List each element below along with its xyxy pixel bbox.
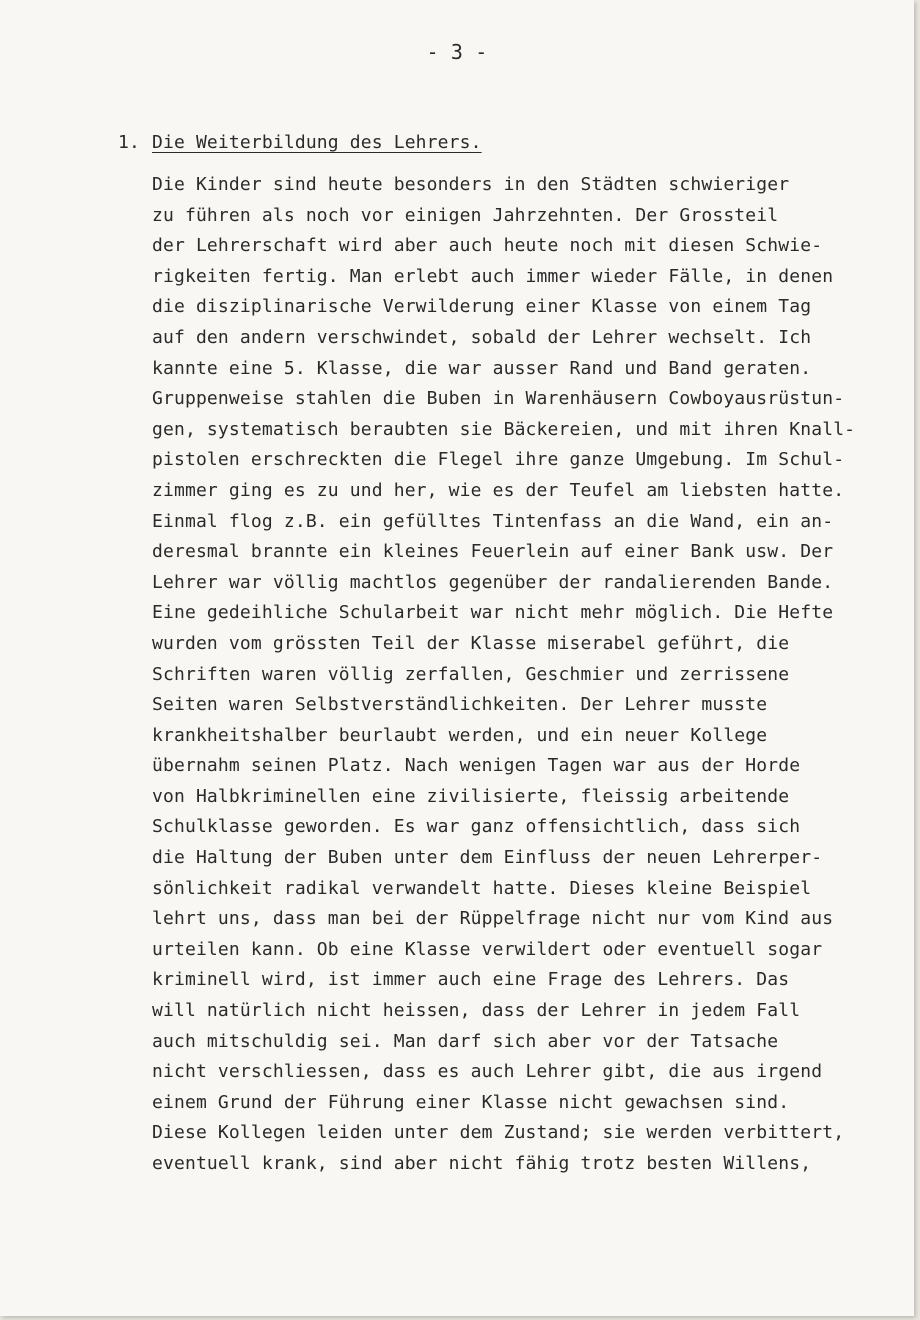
text-line: der Lehrerschaft wird aber auch heute noch mit diesen Schwie- <box>152 235 823 257</box>
text-line: lehrt uns, dass man bei der Rüppelfrage nicht nur vom Kind aus <box>152 908 834 930</box>
text-line: urteilen kann. Ob eine Klasse verwildert oder eventuell sogar <box>152 938 823 960</box>
text-line: kriminell wird, ist immer auch eine Frage des Lehrers. Das <box>152 969 790 991</box>
text-line: eventuell krank, sind aber nicht fähig trotz besten Willens, <box>152 1153 812 1174</box>
text-line: kannte eine 5. Klasse, die war ausser Rand und Band geraten. <box>152 357 812 379</box>
text-line: von Halbkriminellen eine zivilisierte, fleissig arbeitende <box>152 785 790 807</box>
section-title: Die Weiterbildung des Lehrers. <box>152 132 482 153</box>
text-line: nicht verschliessen, dass es auch Lehrer gibt, die aus irgend <box>152 1061 823 1083</box>
text-line: Diese Kollegen leiden unter dem Zustand; sie werden verbittert, <box>152 1122 845 1144</box>
text-line: deresmal brannte ein kleines Feuerlein auf einer Bank usw. Der <box>152 541 834 563</box>
body-paragraph <box>152 170 892 1180</box>
text-line: auch mitschuldig sei. Man darf sich aber vor der Tatsache <box>152 1030 779 1052</box>
text-line: Gruppenweise stahlen die Buben in Warenhäusern Cowboyausrüstun- <box>152 388 845 410</box>
text-line: Schulklasse geworden. Es war ganz offensichtlich, dass sich <box>152 816 801 838</box>
text-line: wurden vom grössten Teil der Klasse miserabel geführt, die <box>152 632 790 654</box>
page-number: - 3 - <box>426 40 488 64</box>
section-heading <box>118 132 482 153</box>
text-line: krankheitshalber beurlaubt werden, und ein neuer Kollege <box>152 724 768 746</box>
text-line: Einmal flog z.B. ein gefülltes Tintenfass an die Wand, ein an- <box>152 510 834 532</box>
text-line: Lehrer war völlig machtlos gegenüber der randalierenden Bande. <box>152 571 834 593</box>
text-line: die disziplinarische Verwilderung einer Klasse von einem Tag <box>152 296 812 318</box>
text-line: zimmer ging es zu und her, wie es der Teufel am liebsten hatte. <box>152 479 845 501</box>
section-number: 1. <box>118 132 140 153</box>
text-line: sönlichkeit radikal verwandelt hatte. Dieses kleine Beispiel <box>152 877 812 899</box>
text-line: Seiten waren Selbstverständlichkeiten. Der Lehrer musste <box>152 694 768 716</box>
text-line: zu führen als noch vor einigen Jahrzehnten. Der Grossteil <box>152 204 779 226</box>
text-line: einem Grund der Führung einer Klasse nicht gewachsen sind. <box>152 1091 790 1113</box>
text-line: rigkeiten fertig. Man erlebt auch immer wieder Fälle, in denen <box>152 265 834 287</box>
text-line: auf den andern verschwindet, sobald der Lehrer wechselt. Ich <box>152 326 812 348</box>
text-line: gen, systematisch beraubten sie Bäckereien, und mit ihren Knall- <box>152 418 856 440</box>
text-line: pistolen erschreckten die Flegel ihre ganze Umgebung. Im Schul- <box>152 449 845 471</box>
text-line: Schriften waren völlig zerfallen, Geschmier und zerrissene <box>152 663 790 685</box>
text-line: die Haltung der Buben unter dem Einfluss der neuen Lehrerper- <box>152 847 823 869</box>
text-line: Die Kinder sind heute besonders in den Städten schwieriger <box>152 174 790 195</box>
text-line: will natürlich nicht heissen, dass der Lehrer in jedem Fall <box>152 1000 801 1022</box>
text-line: übernahm seinen Platz. Nach wenigen Tagen war aus der Horde <box>152 755 801 777</box>
text-line: Eine gedeihliche Schularbeit war nicht mehr möglich. Die Hefte <box>152 602 834 624</box>
